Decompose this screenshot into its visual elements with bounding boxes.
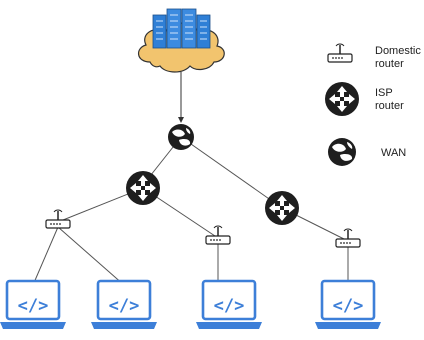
laptop-code-icon xyxy=(0,281,66,329)
laptop-code-icon xyxy=(315,281,381,329)
domestic-router-icon xyxy=(206,226,230,244)
legend xyxy=(325,44,421,166)
laptop-code-glyph: </> xyxy=(17,296,49,316)
domestic-router-icon xyxy=(336,229,360,247)
legend-isp-router-label-2: router xyxy=(375,100,404,112)
legend-wan-label: WAN xyxy=(381,147,407,159)
legend-isp-router-icon xyxy=(325,82,359,116)
laptop-code-glyph: </> xyxy=(332,296,364,316)
legend-domestic-router-icon xyxy=(328,44,352,62)
cloud-server xyxy=(139,9,225,72)
isp-router-icon xyxy=(265,191,299,225)
link-router1-laptop2 xyxy=(58,227,124,285)
link-router1-laptop1 xyxy=(33,227,58,285)
connection-lines xyxy=(33,72,348,285)
laptop-code-icon xyxy=(91,281,157,329)
link-wan-isp2 xyxy=(181,137,282,208)
legend-domestic-router-label-1: Domestic xyxy=(375,45,421,57)
legend-domestic-router-label-2: router xyxy=(375,58,404,70)
wan-globe-icon xyxy=(168,124,194,150)
laptop-code-glyph: </> xyxy=(108,296,140,316)
isp-router-icon xyxy=(126,171,160,205)
laptop-code-glyph: </> xyxy=(213,296,245,316)
legend-wan-icon xyxy=(328,138,356,166)
legend-isp-router-label-1: ISP xyxy=(375,87,393,99)
laptop-code-icon xyxy=(196,281,262,329)
